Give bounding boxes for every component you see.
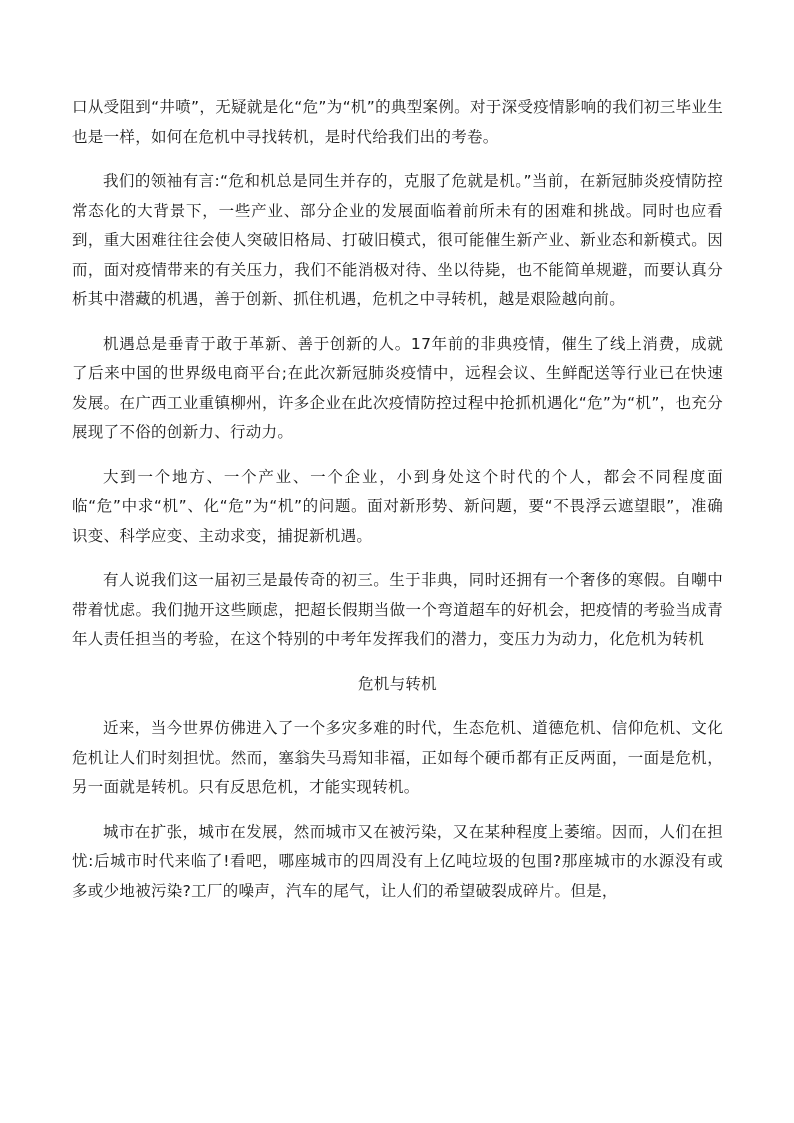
paragraph: 有人说我们这一届初三是最传奇的初三。生于非典，同时还拥有一个奢侈的寒假。自嘲中带着忧虑。我们抛开这些顾虑，把超长假期当做一个弯道超车的好机会，把疫情的考验当成青年人责任担当的考验，在这个特别的中考年发挥我们的潜力，变压力为动力，化危机为转机	[72, 571, 723, 648]
paragraph: 城市在扩张，城市在发展，然而城市又在被污染，又在某种程度上萎缩。因而，人们在担忧:后城市时代来临了!看吧，哪座城市的四周没有上亿吨垃圾的包围?那座城市的水源没有或多或少地被污染?工厂的噪声，汽车的尾气，让人们的希望破裂成碎片。但是，	[72, 822, 723, 900]
essay-title: 危机与转机	[357, 674, 437, 693]
paragraph: 我们的领袖有言:“危和机总是同生并存的，克服了危就是机。”当前，在新冠肺炎疫情防控常态化的大背景下，一些产业、部分企业的发展面临着前所未有的困难和挑战。同时也应看到，重大困难往往会使人突破旧格局、打破旧模式，很可能催生新产业、新业态和新模式。因而，面对疫情带来的有关压力，我们不能消极对待、坐以待毙，也不能简单规避，而要认真分析其中潜藏的机遇，善于创新、抓住机遇，危机之中寻转机，越是艰险越向前。	[72, 172, 723, 308]
paragraph: 口从受阻到“井喷”，无疑就是化“危”为“机”的典型案例。对于深受疫情影响的我们初三毕业生也是一样，如何在危机中寻找转机，是时代给我们出的考卷。	[72, 98, 723, 146]
paragraph: 近来，当今世界仿佛进入了一个多灾多难的时代，生态危机、道德危机、信仰危机、文化危机让人们时刻担忧。然而，塞翁失马焉知非福，正如每个硬币都有正反两面，一面是危机，另一面就是转机。只有反思危机，才能实现转机。	[72, 719, 723, 796]
paragraph: 机遇总是垂青于敢于革新、善于创新的人。17年前的非典疫情，催生了线上消费，成就了后来中国的世界级电商平台;在此次新冠肺炎疫情中，远程会议、生鲜配送等行业已在快速发展。在广西工业重镇柳州，许多企业在此次疫情防控过程中抢抓机遇化“危”为“机”，也充分展现了不俗的创新力、行动力。	[72, 334, 723, 441]
paragraph: 大到一个地方、一个产业、一个企业，小到身处这个时代的个人，都会不同程度面临“危”中求“机”、化“危”为“机”的问题。面对新形势、新问题，要“不畏浮云遮望眼”，准确识变、科学应变、主动求变，捕捉新机遇。	[72, 467, 723, 545]
document-body	[72, 93, 723, 921]
